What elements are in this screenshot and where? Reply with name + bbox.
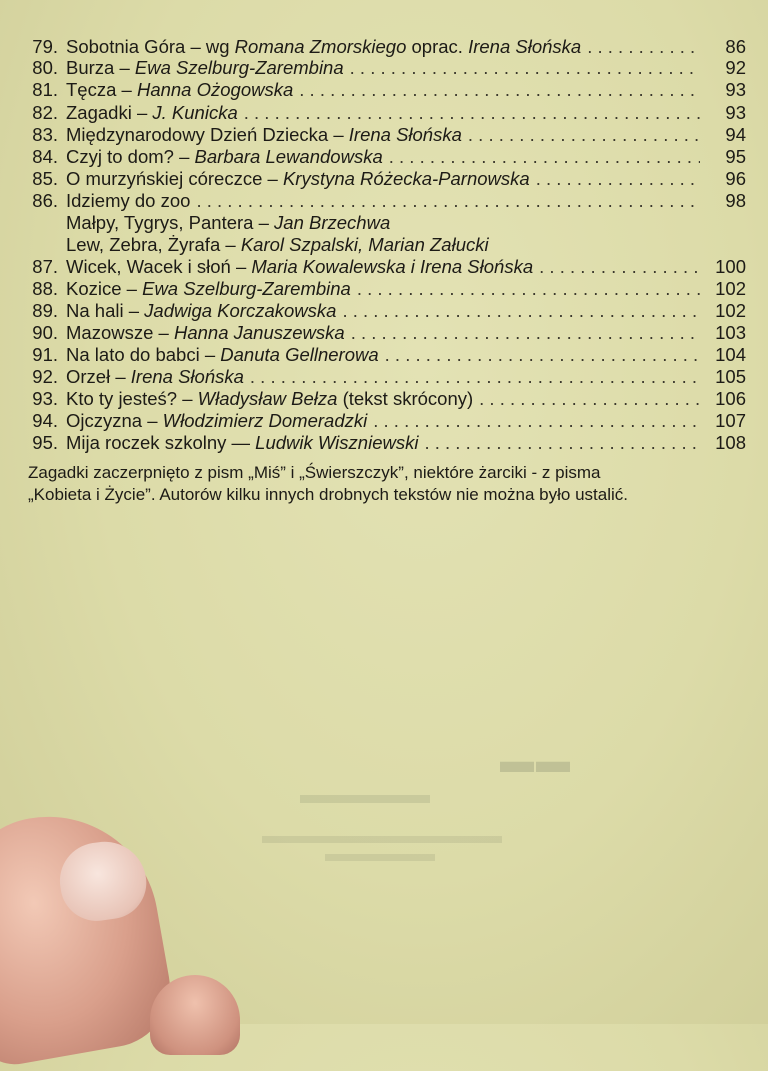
entry-page: 96 bbox=[725, 168, 746, 189]
footnote-line: „Kobieta i Życie”. Autorów kilku innych drobnych tekstów nie można było ustalić. bbox=[28, 485, 628, 504]
leader-dots bbox=[250, 366, 700, 388]
entry-number: 84. bbox=[32, 146, 58, 167]
entry-number: 85. bbox=[32, 168, 58, 189]
entry-page: 105 bbox=[715, 366, 746, 387]
entry-number: 83. bbox=[32, 124, 58, 145]
entry-page: 94 bbox=[725, 124, 746, 145]
entry-title: Orzeł – bbox=[66, 366, 126, 387]
entry-number: 89. bbox=[32, 300, 58, 321]
entry-title: Na lato do babci – bbox=[66, 344, 216, 365]
entry-page: 102 bbox=[715, 300, 746, 321]
entry-number: 88. bbox=[32, 278, 58, 299]
entry-number: 80. bbox=[32, 57, 58, 78]
entry-title: Na hali – bbox=[66, 300, 140, 321]
leader-dots bbox=[479, 388, 700, 410]
entry-author: Barbara Lewandowska bbox=[194, 146, 383, 167]
leader-dots bbox=[468, 124, 700, 146]
toc-subentry bbox=[66, 234, 489, 256]
leader-dots bbox=[342, 300, 700, 322]
entry-title: Tęcza – bbox=[66, 79, 132, 100]
entry-title: Mazowsze – bbox=[66, 322, 169, 343]
toc-entry-90 bbox=[18, 322, 746, 344]
leader-dots bbox=[351, 322, 700, 344]
entry-number: 86. bbox=[32, 190, 58, 211]
toc-entry-84 bbox=[18, 146, 746, 168]
toc-entry-93 bbox=[18, 388, 746, 410]
toc-entry-83 bbox=[18, 124, 746, 146]
entry-title: O murzyńskiej córeczce – bbox=[66, 168, 278, 189]
toc-entry-92 bbox=[18, 366, 746, 388]
entry-number: 94. bbox=[32, 410, 58, 431]
entry-page: 95 bbox=[725, 146, 746, 167]
entry-page: 103 bbox=[715, 322, 746, 343]
entry-title: Kozice – bbox=[66, 278, 137, 299]
toc-subentry bbox=[66, 212, 390, 234]
leader-dots bbox=[424, 432, 700, 454]
entry-author: Irena Słońska bbox=[348, 124, 462, 145]
entry-number: 90. bbox=[32, 322, 58, 343]
entry-author: Irena Słońska bbox=[130, 366, 244, 387]
toc-entry-80 bbox=[18, 57, 746, 79]
entry-title: Idziemy do zoo bbox=[66, 190, 191, 211]
subentry-title: Małpy, Tygrys, Pantera – bbox=[66, 212, 269, 233]
leader-dots bbox=[536, 168, 700, 190]
entry-page: 104 bbox=[715, 344, 746, 365]
toc-entry-87 bbox=[18, 256, 746, 278]
entry-author: Ludwik Wiszniewski bbox=[255, 432, 419, 453]
leader-dots bbox=[350, 57, 700, 79]
entry-title: Burza – bbox=[66, 57, 130, 78]
toc-entry-85 bbox=[18, 168, 746, 190]
leader-dots bbox=[357, 278, 700, 300]
entry-author: Krystyna Różecka-Parnowska bbox=[282, 168, 530, 189]
entry-number: 92. bbox=[32, 366, 58, 387]
entry-title: Wicek, Wacek i słoń – bbox=[66, 256, 247, 277]
entry-author: Włodzimierz Domeradzki bbox=[162, 410, 368, 431]
finger bbox=[150, 975, 240, 1055]
entry-author: Hanna Ożogowska bbox=[136, 79, 294, 100]
entry-title: Zagadki – bbox=[66, 102, 148, 123]
show-through-mark: ▬▬ bbox=[500, 742, 572, 780]
entry-author: Maria Kowalewska i Irena Słońska bbox=[251, 256, 534, 277]
subentry-author: Jan Brzechwa bbox=[274, 212, 391, 233]
entry-author: Danuta Gellnerowa bbox=[220, 344, 379, 365]
toc-entry-79 bbox=[18, 36, 746, 58]
entry-number: 82. bbox=[32, 102, 58, 123]
entry-page: 100 bbox=[715, 256, 746, 277]
leader-dots bbox=[389, 146, 700, 168]
leader-dots bbox=[385, 344, 700, 366]
entry-number: 93. bbox=[32, 388, 58, 409]
show-through-mark bbox=[262, 836, 502, 843]
entry-title: Mija roczek szkolny — bbox=[66, 432, 251, 453]
entry-author: Ewa Szelburg-Zarembina bbox=[142, 278, 351, 299]
entry-number: 79. bbox=[32, 36, 58, 57]
leader-dots bbox=[244, 102, 700, 124]
entry-author: J. Kunicka bbox=[152, 102, 238, 123]
leader-dots bbox=[587, 36, 700, 58]
toc-entry-86 bbox=[18, 190, 746, 212]
entry-author: Romana Zmorskiego bbox=[234, 36, 407, 57]
entry-title: Sobotnia Góra – wg bbox=[66, 36, 230, 57]
footnote bbox=[28, 462, 748, 506]
entry-page: 108 bbox=[715, 432, 746, 453]
toc-entry-82 bbox=[18, 102, 746, 124]
entry-page: 93 bbox=[725, 79, 746, 100]
toc-entry-81 bbox=[18, 79, 746, 101]
entry-number: 91. bbox=[32, 344, 58, 365]
entry-title-continued: oprac. bbox=[411, 36, 463, 57]
entry-title: Ojczyzna – bbox=[66, 410, 158, 431]
show-through-mark bbox=[325, 854, 435, 861]
entry-number: 95. bbox=[32, 432, 58, 453]
entry-author-second: Irena Słońska bbox=[468, 36, 582, 57]
entry-note: (tekst skrócony) bbox=[342, 388, 474, 409]
entry-number: 81. bbox=[32, 79, 58, 100]
entry-page: 106 bbox=[715, 388, 746, 409]
entry-page: 98 bbox=[725, 190, 746, 211]
toc-entry-88 bbox=[18, 278, 746, 300]
entry-author: Hanna Januszewska bbox=[173, 322, 345, 343]
entry-author: Jadwiga Korczakowska bbox=[144, 300, 337, 321]
entry-title: Czyj to dom? – bbox=[66, 146, 190, 167]
entry-author: Ewa Szelburg-Zarembina bbox=[134, 57, 344, 78]
entry-page: 107 bbox=[715, 410, 746, 431]
entry-page: 102 bbox=[715, 278, 746, 299]
show-through-mark bbox=[300, 795, 430, 803]
entry-page: 93 bbox=[725, 102, 746, 123]
leader-dots bbox=[196, 190, 700, 212]
entry-title: Kto ty jesteś? – bbox=[66, 388, 193, 409]
leader-dots bbox=[299, 79, 700, 101]
leader-dots bbox=[539, 256, 700, 278]
entry-title: Międzynarodowy Dzień Dziecka – bbox=[66, 124, 344, 145]
toc-entry-95 bbox=[18, 432, 746, 454]
entry-number: 87. bbox=[32, 256, 58, 277]
entry-author: Władysław Bełza bbox=[197, 388, 338, 409]
toc-entry-91 bbox=[18, 344, 746, 366]
toc-entry-89 bbox=[18, 300, 746, 322]
subentry-author: Karol Szpalski, Marian Załucki bbox=[240, 234, 489, 255]
entry-page: 92 bbox=[725, 57, 746, 78]
subentry-title: Lew, Zebra, Żyrafa – bbox=[66, 234, 236, 255]
footnote-line: Zagadki zaczerpnięto z pism „Miś” i „Świerszczyk”, niektóre żarciki - z pisma bbox=[28, 463, 601, 482]
toc-entry-94 bbox=[18, 410, 746, 432]
entry-page: 86 bbox=[725, 36, 746, 57]
leader-dots bbox=[373, 410, 700, 432]
